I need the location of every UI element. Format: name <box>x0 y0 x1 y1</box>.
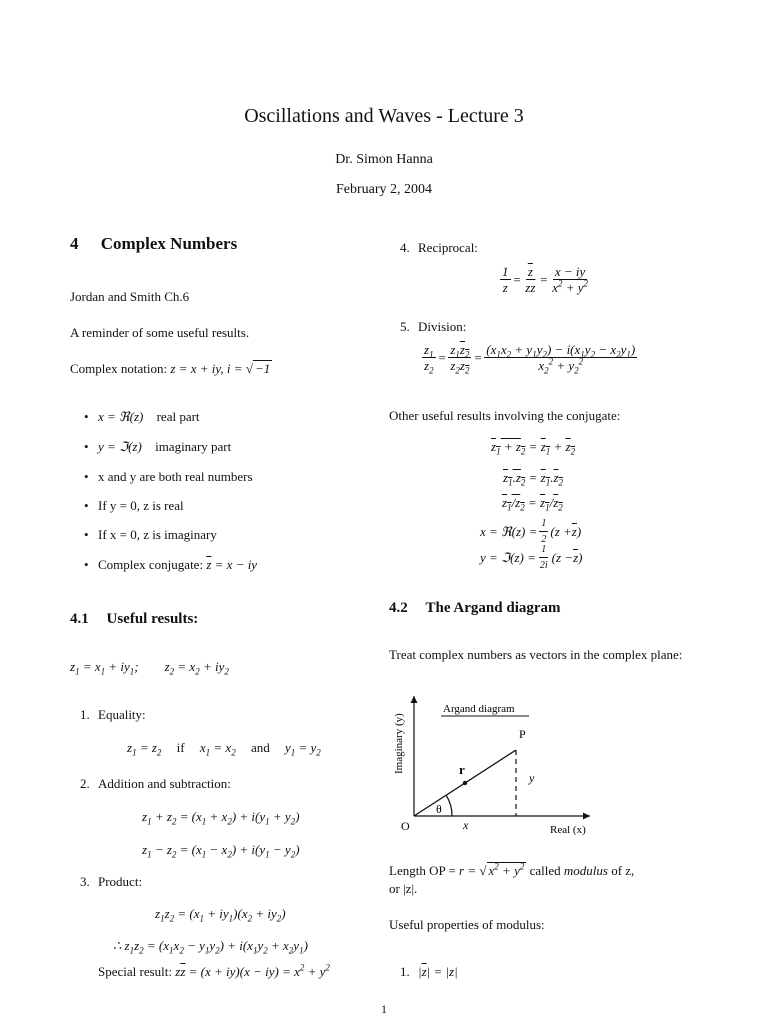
other-results-text: Other useful results involving the conjugate: <box>389 408 621 423</box>
bullet-text: Complex conjugate: <box>98 557 204 572</box>
document-date: February 2, 2004 <box>335 182 433 197</box>
item-addition: 2. Addition and subtraction: <box>80 776 231 791</box>
bullet-text: If x = 0, z is imaginary <box>98 527 217 542</box>
bullet-formula: x = ℜ(z) <box>98 409 144 424</box>
bullet-text: If y = 0, z is real <box>98 498 184 513</box>
subtraction-formula: $z_1 - z_2 = (x_1 - x_2) + i(y_1 - y_2)$ <box>142 842 300 860</box>
section-number: 4.1 <box>70 611 89 627</box>
argand-intro: Treat complex numbers as vectors in the complex plane: <box>389 647 683 662</box>
notation-formula: z = x + iy, i = √ −1 <box>170 361 271 376</box>
section-title: Complex Numbers <box>100 234 238 253</box>
product-formula: $z_1z_2 = (x_1 + iy_1)(x_2 + iy_2)$ <box>155 906 286 924</box>
bullet-real-numbers: • x and y are both real numbers <box>84 469 253 484</box>
item-division: 5. Division: <box>400 319 467 334</box>
section-number: 4 <box>70 234 79 253</box>
diagram-title: Argand diagram <box>443 703 515 715</box>
page-number: 1 <box>381 1002 387 1016</box>
bullet-text: real part <box>156 409 200 424</box>
modulus-property-1: 1. $|\overline{z}| = |z|$ <box>400 964 458 979</box>
x-component-label: x <box>463 818 469 832</box>
length-op-line: Length OP = r = √ $x^2 + y^2$ called modulus of z, <box>389 861 635 878</box>
conjugate-formula: $\overline{z} = x$ − iy <box>206 557 258 572</box>
complex-notation <box>70 360 272 377</box>
section-title: The Argand diagram <box>425 600 561 616</box>
conj-sum: $z_1 + z_2 = z_1 + z_2$ <box>491 439 576 457</box>
item-label: Product: <box>98 874 143 889</box>
equality-formula: $z_1 = z_2$ if $x_1 = x_2$ and $y_1 = y_2$ <box>127 740 321 758</box>
special-result: Special result: $z\overline{z} = (x + iy)(x - iy) = x^2 + y^2$ <box>98 962 330 979</box>
item-label: Equality: <box>98 707 146 722</box>
section-4-heading <box>70 234 237 254</box>
section-title: Useful results: <box>106 611 199 627</box>
conj-product: $z_1.z_2 = z_1.z_2$ <box>503 470 564 488</box>
section-4-1-heading <box>70 611 198 628</box>
vector-arrowhead <box>463 781 467 785</box>
item-product: 3. Product: <box>80 874 143 889</box>
bullet-conjugate: • Complex conjugate: $\overline{z} = x$ − iy <box>84 557 258 572</box>
y-axis-label: Imaginary (y) <box>393 713 405 774</box>
conj-quotient: $z_1/z_2 = z_1/z_2$ <box>502 495 563 513</box>
origin-label: O <box>401 819 410 833</box>
reciprocal-formula: $\frac{1}{z}$ = $\frac{\overline{z}}{z\overline{z}}$ = $\frac{x - iy}{x^2 + y^2}$ <box>502 264 589 295</box>
notation-label: Complex notation: <box>70 361 168 376</box>
z1-z2-definitions: $z_1 = x_1 + iy_1$; $z_2 = x_2 + iy_2$ <box>70 659 229 677</box>
bullet-text: x and y are both real numbers <box>98 469 253 484</box>
bullet-is-real: • If y = 0, z is real <box>84 498 184 513</box>
bullet-real-part: • x = ℜ(z) real part <box>84 409 200 424</box>
imag-part-formula: y = ℑ(z) = $\frac{1}{2i}$ (z − $\overline{z}$ ) <box>480 544 583 571</box>
bullet-is-imaginary: • If x = 0, z is imaginary <box>84 527 217 542</box>
length-op-line-2: or |z|. <box>389 881 418 896</box>
item-reciprocal: 4. Reciprocal: <box>400 240 478 255</box>
item-label: Division: <box>418 319 467 334</box>
section-number: 4.2 <box>389 600 408 616</box>
y-component-label: y <box>529 771 535 785</box>
item-label: Addition and subtraction: <box>98 776 231 791</box>
reminder-text: A reminder of some useful results. <box>70 325 250 340</box>
document-author: Dr. Simon Hanna <box>335 152 433 167</box>
real-part-formula: x = ℜ(z) = $\frac{1}{2}$ (z + $\overline{z}$ ) <box>480 518 582 545</box>
special-label: Special result: <box>98 964 173 979</box>
product-expanded: ∴ $z_1z_2 = (x_1x_2 - y_1y_2) + i(x_1y_2 + x_2y_1)$ <box>113 938 308 956</box>
angle-label: θ <box>436 802 442 816</box>
addition-formula: $z_1 + z_2 = (x_1 + x_2) + i(y_1 + y_2)$ <box>142 809 300 827</box>
angle-arc <box>446 795 452 816</box>
bullet-imaginary-part: • y = ℑ(z) imaginary part <box>84 439 232 454</box>
reference-text: Jordan and Smith Ch.6 <box>70 289 190 304</box>
document-title: Oscillations and Waves - Lecture 3 <box>244 105 524 127</box>
division-formula: $\frac{z_1}{z_2}$ = $\frac{z_1z_2}{z_2z_2}$ = $\frac{(x_1x_2 + y_1y_2) - i(x_1y_2 - x_2y_1)}{x_2^2 + y_2^2}$ <box>424 342 636 376</box>
section-4-2-heading <box>389 600 561 617</box>
item-label: Reciprocal: <box>418 240 478 255</box>
modulus-properties-label: Useful properties of modulus: <box>389 917 545 932</box>
argand-diagram <box>390 690 600 840</box>
point-label: P <box>519 727 526 741</box>
x-axis-label: Real (x) <box>550 824 586 836</box>
vector-label: r <box>459 762 465 777</box>
bullet-formula: y = ℑ(z) <box>98 439 142 454</box>
bullet-text: imaginary part <box>155 439 232 454</box>
item-equality: 1. Equality: <box>80 707 146 722</box>
